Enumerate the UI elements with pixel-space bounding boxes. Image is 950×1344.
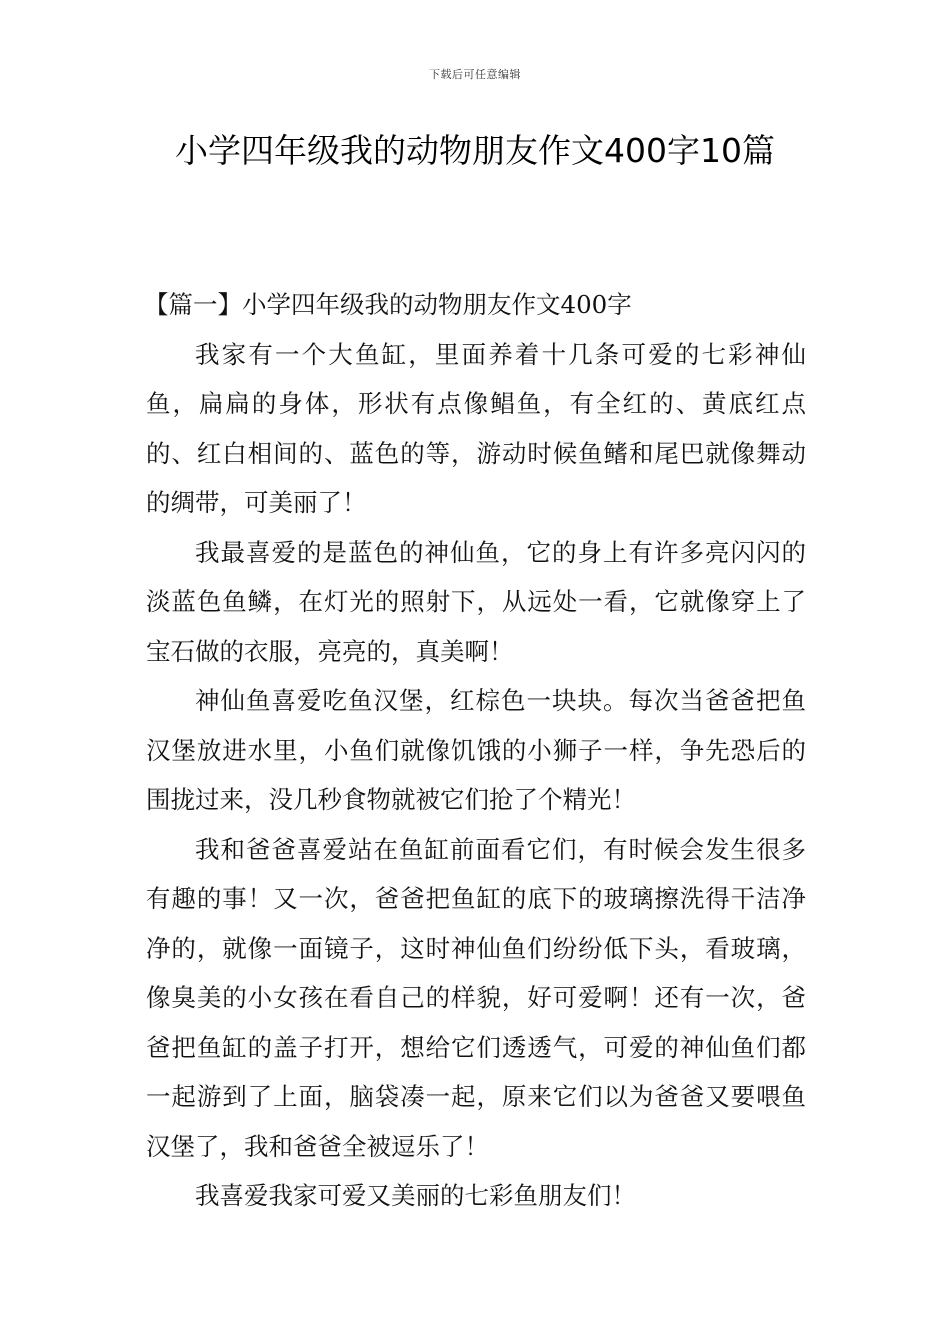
paragraph: 我最喜爱的是蓝色的神仙鱼，它的身上有许多亮闪闪的淡蓝色鱼鳞，在灯光的照射下，从远处一看，它就像穿上了宝石做的衣服，亮亮的，真美啊！ (146, 537, 806, 666)
paragraph: 我和爸爸喜爱站在鱼缸前面看它们，有时候会发生很多有趣的事！又一次，爸爸把鱼缸的底下的玻璃擦洗得干洁净净的，就像一面镜子，这时神仙鱼们纷纷低下头，看玻璃，像臭美的小女孩在看自己的样貌，好可爱啊！还有一次，爸爸把鱼缸的盖子打开，想给它们透透气，可爱的神仙鱼们都一起游到了上面，脑袋凑一起，原来它们以为爸爸又要喂鱼汉堡了，我和爸爸全被逗乐了！ (146, 834, 806, 1161)
header-note: 下载后可任意编辑 (429, 68, 521, 81)
article-body (146, 280, 806, 1221)
document-title: 小学四年级我的动物朋友作文400字10篇 (175, 131, 775, 170)
section-heading: 【篇一】小学四年级我的动物朋友作文400字 (144, 290, 632, 319)
paragraph: 我家有一个大鱼缸，里面养着十几条可爱的七彩神仙鱼，扁扁的身体，形状有点像鲳鱼，有全红的、黄底红点的、红白相间的、蓝色的等，游动时候鱼鳍和尾巴就像舞动的绸带，可美丽了！ (146, 339, 806, 517)
paragraph: 神仙鱼喜爱吃鱼汉堡，红棕色一块块。每次当爸爸把鱼汉堡放进水里，小鱼们就像饥饿的小狮子一样，争先恐后的围拢过来，没几秒食物就被它们抢了个精光！ (146, 686, 806, 814)
paragraph: 我喜爱我家可爱又美丽的七彩鱼朋友们！ (195, 1181, 636, 1210)
